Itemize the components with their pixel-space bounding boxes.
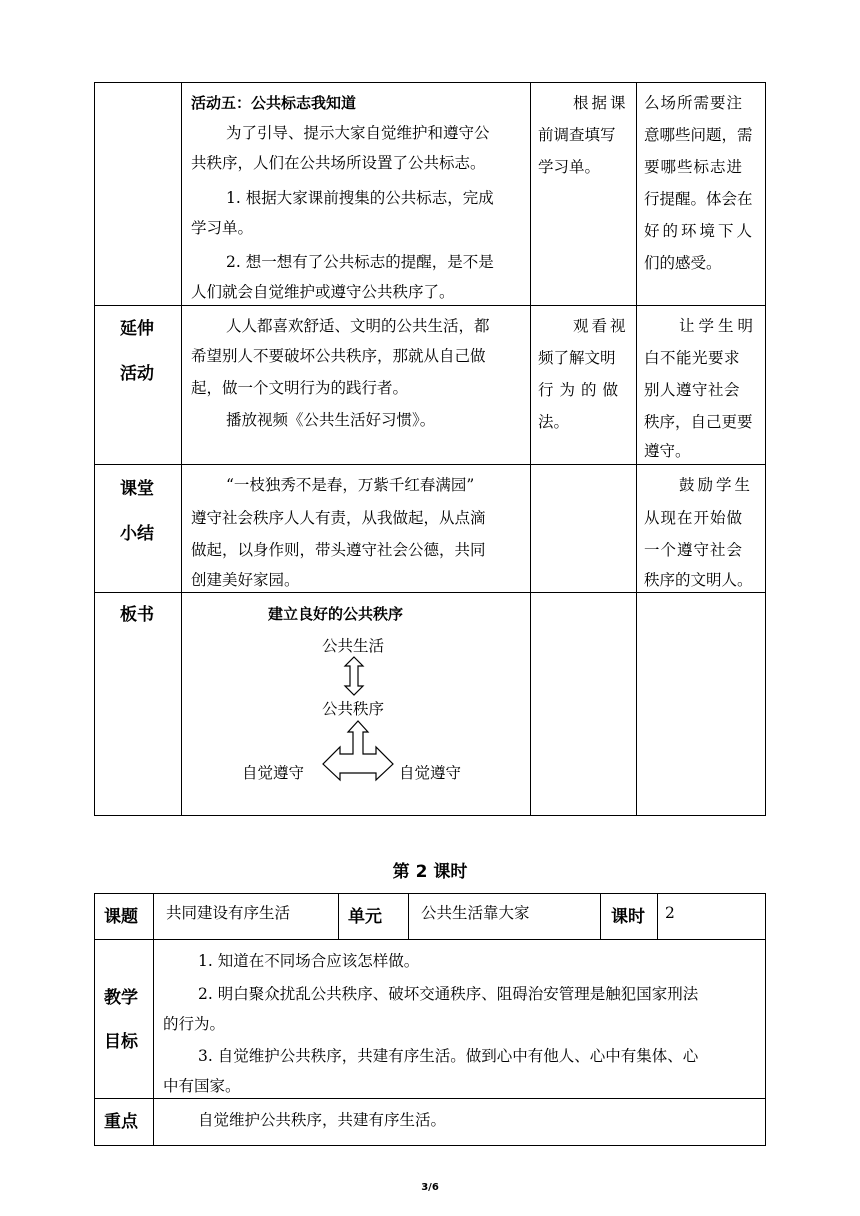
summary-label-2: 小结	[120, 524, 154, 544]
summary-intent-2: 从现在开始做	[644, 509, 744, 527]
hours-label: 课时	[611, 907, 645, 927]
extension-line-3: 起，做一个文明行为的践行者。	[191, 379, 409, 397]
extension-student-4: 法。	[538, 413, 570, 431]
summary-line-3: 做起，以身作则，带头遵守社会公德，共同	[191, 541, 486, 559]
activity5-intent-6: 们的感受。	[644, 254, 722, 272]
activity5-title: 活动五：公共标志我知道	[191, 94, 357, 112]
activity5-student-3: 学习单。	[538, 158, 601, 176]
activity5-intent-3: 要哪些标志进	[644, 158, 744, 176]
board-node-public-life: 公共生活	[322, 637, 385, 655]
extension-intent-2: 白不能光要求	[644, 349, 741, 367]
unit-value: 公共生活靠大家	[421, 904, 530, 922]
hours-value: 2	[665, 904, 675, 922]
extension-student-2: 频了解文明	[538, 349, 616, 367]
extension-label-2: 活动	[120, 364, 154, 384]
activity5-line-1: 为了引导、提示大家自觉维护和遵守公	[226, 124, 490, 142]
activity5-intent-1: 么场所需要注	[644, 94, 744, 112]
board-node-public-order: 公共秩序	[322, 700, 385, 718]
extension-label-1: 延伸	[120, 319, 154, 339]
board-node-left: 自觉遵守	[242, 764, 305, 782]
summary-label-1: 课堂	[120, 479, 154, 499]
goals-label-1: 教学	[104, 988, 138, 1008]
activity5-intent-2: 意哪些问题，需	[644, 126, 753, 144]
board-label: 板书	[120, 605, 154, 625]
activity5-student-1: 根据课	[573, 94, 629, 112]
board-title: 建立良好的公共秩序	[268, 605, 404, 623]
extension-line-2: 希望别人不要破坏公共秩序，那就从自己做	[191, 347, 486, 365]
activity5-intent-5: 好的环境下人	[644, 222, 756, 240]
extension-intent-4: 秩序，自己更要	[644, 413, 753, 431]
double-arrow-icon	[342, 656, 366, 696]
topic-value: 共同建设有序生活	[166, 904, 291, 922]
extension-line-1: 人人都喜欢舒适、文明的公共生活，都	[226, 317, 490, 335]
extension-student-3: 行为的做	[538, 381, 625, 399]
key-point-value: 自觉维护公共秩序，共建有序生活。	[198, 1111, 447, 1129]
unit-label: 单元	[348, 907, 382, 927]
page-number: 3/6	[421, 1182, 439, 1193]
activity5-student-2: 前调查填写	[538, 126, 616, 144]
summary-line-4: 创建美好家园。	[191, 571, 300, 589]
activity5-line-2: 共秩序，人们在公共场所设置了公共标志。	[191, 154, 486, 172]
summary-intent-1: 鼓励学生	[679, 476, 754, 494]
goal-1: 1. 知道在不同场合应该怎样做。	[198, 952, 420, 970]
activity5-line-5: 2. 想一想有了公共标志的提醒，是不是	[226, 253, 494, 271]
activity5-line-4: 学习单。	[191, 219, 254, 237]
activity5-intent-4: 行提醒。体会在	[644, 190, 753, 208]
summary-line-2: 遵守社会秩序人人有责，从我做起，从点滴	[191, 509, 486, 527]
goal-3-cont: 中有国家。	[163, 1077, 241, 1095]
goals-label-2: 目标	[104, 1032, 138, 1052]
activity5-line-3: 1. 根据大家课前搜集的公共标志，完成	[226, 189, 494, 207]
extension-intent-3: 别人遵守社会	[644, 381, 741, 399]
extension-student-1: 观看视	[573, 317, 629, 335]
summary-intent-3: 一个遵守社会	[644, 541, 744, 559]
board-node-right: 自觉遵守	[399, 764, 462, 782]
extension-intent-1: 让学生明	[679, 317, 758, 335]
summary-line-1: “一枝独秀不是春，万紫千红春满园”	[226, 476, 475, 494]
key-point-label: 重点	[104, 1112, 138, 1132]
lesson2-heading: 第 2 课时	[392, 862, 468, 882]
goal-2-cont: 的行为。	[163, 1015, 226, 1033]
goal-3: 3. 自觉维护公共秩序，共建有序生活。做到心中有他人、心中有集体、心	[198, 1047, 699, 1065]
extension-line-4: 播放视频《公共生活好习惯》。	[226, 411, 436, 429]
extension-intent-5: 遵守。	[644, 442, 691, 460]
topic-label: 课题	[104, 907, 138, 927]
goal-2: 2. 明白聚众扰乱公共秩序、破坏交通秩序、阻碍治安管理是触犯国家刑法	[198, 985, 699, 1003]
activity5-line-6: 人们就会自觉维护或遵守公共秩序了。	[191, 283, 455, 301]
tri-arrow-icon	[320, 718, 396, 782]
summary-intent-4: 秩序的文明人。	[644, 571, 753, 589]
